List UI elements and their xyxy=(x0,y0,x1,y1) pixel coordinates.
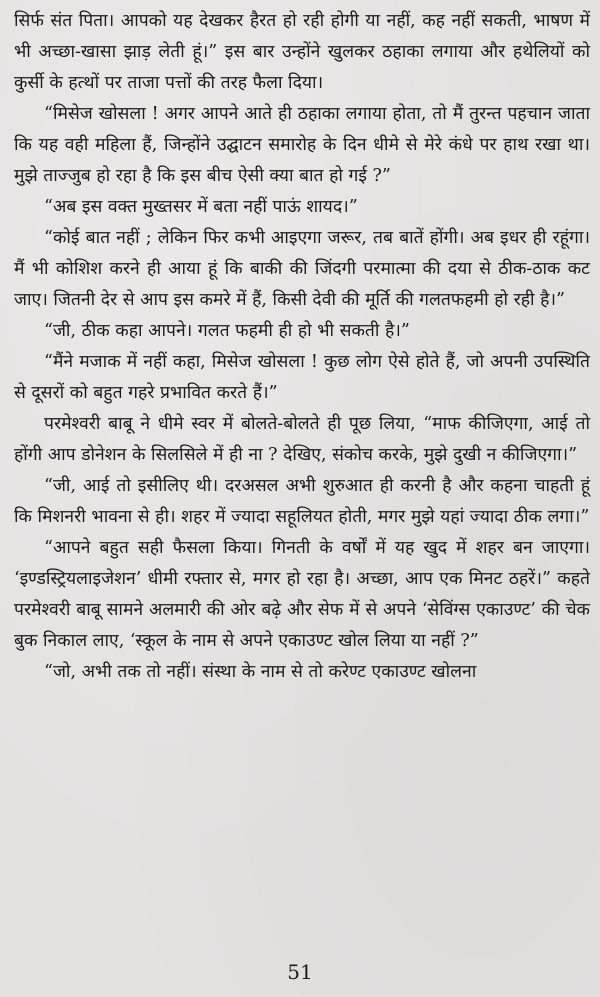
paragraph-5: “जी, ठीक कहा आपने। गलत फहमी ही हो भी सकती है।” xyxy=(44,321,410,341)
paragraph-2: “मिसेज खोसला ! अगर आपने आते ही ठहाका लगाया होता, तो मैं तुरन्त पहचान जाता कि यह वही महिला हैं, जिन्होंने उद्घाटन समारोह के दिन धीमे से मेरे कंधे पर हाथ रखा था। मुझे ताज्जुब हो रहा है कि इस बीच ऐसी क्या बात हो गई ?” xyxy=(14,104,590,186)
paragraph-4: “कोई बात नहीं ; लेकिन फिर कभी आइएगा जरूर, तब बातें होंगी। अब इधर ही रहूंगा। मैं भी कोशिश करने ही आया हूं कि बाकी की जिंदगी परमात्मा की दया से ठीक-ठाक कट जाए। जितनी देर से आप इस कमरे में हैं, किसी देवी की मूर्ति की गलतफहमी हो रही है।” xyxy=(14,228,590,310)
body-text xyxy=(14,6,590,688)
paragraph-7: परमेश्वरी बाबू ने धीमे स्वर में बोलते-बोलते ही पूछ लिया, “माफ कीजिएगा, आई तो होंगी आप डोनेशन के सिलसिले में ही ना ? देखिए, संकोच करके, मुझे दुखी न कीजिएगा।” xyxy=(14,414,590,465)
paragraph-10: “जो, अभी तक तो नहीं। संस्था के नाम से तो करेण्ट एकाउण्ट खोलना xyxy=(44,662,477,682)
paragraph-9: “आपने बहुत सही फैसला किया। गिनती के वर्षों में यह खुद में शहर बन जाएगा। ‘इण्डस्ट्रियलाइजेशन’ धीमी रफ्तार से, मगर हो रहा है। अच्छा, आप एक मिनट ठहरें।” कहते परमेश्वरी बाबू सामने अलमारी की ओर बढ़े और सेफ में से अपने ‘सेविंग्स एकाउण्ट’ की चेक बुक निकाल लाए, ‘स्कूल के नाम से अपने एकाउण्ट खोल लिया या नहीं ?” xyxy=(14,538,590,651)
page-number: 51 xyxy=(287,960,313,984)
paragraph-8: “जी, आई तो इसीलिए थी। दरअसल अभी शुरुआत ही करनी है और कहना चाहती हूं कि मिशनरी भावना से ही। शहर में ज्यादा सहूलियत होती, मगर मुझे यहां ज्यादा ठीक लगा।” xyxy=(14,476,590,527)
paragraph-3: “अब इस वक्त मुख्तसर में बता नहीं पाऊं शायद।” xyxy=(44,197,358,217)
paragraph-6: “मैंने मजाक में नहीं कहा, मिसेज खोसला ! कुछ लोग ऐसे होते हैं, जो अपनी उपस्थिति से दूसरों को बहुत गहरे प्रभावित करते हैं।” xyxy=(14,352,590,403)
paragraph-1: सिर्फ संत पिता। आपको यह देखकर हैरत हो रही होगी या नहीं, कह नहीं सकती, भाषण में भी अच्छा-खासा झाड़ लेती हूं।” इस बार उन्होंने खुलकर ठहाका लगाया और हथेलियों को कुर्सी के हत्थों पर ताजा पत्तों की तरह फैला दिया। xyxy=(14,11,590,93)
